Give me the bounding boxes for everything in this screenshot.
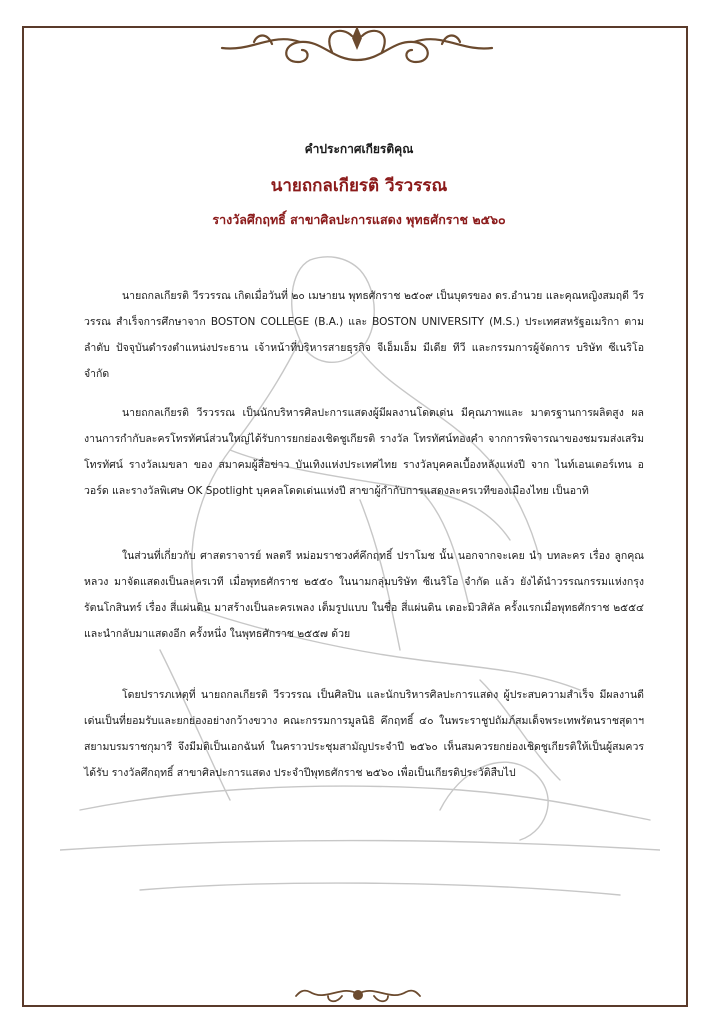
ornament-top-icon	[212, 22, 502, 72]
honoree-name: นายถกลเกียรติ วีรวรรณ	[270, 176, 448, 196]
award-title: รางวัลศึกฤทธิ์ สาขาศิลปะการแสดง พุทธศักราช ๒๕๖๐	[212, 212, 506, 227]
paragraph-award-resolution: โดยปรารภเหตุที่ นายถกลเกียรติ วีรวรรณ เป็นศิลปิน และนักบริหารศิลปะการแสดง ผู้ประสบความสำเร็จ มีผลงานดีเด่นเป็นที่ยอมรับและยกย่องอย่างกว้างขวาง คณะกรรมการมูลนิธิ คึกฤทธิ์ ๔๐ ในพระราชูปถัมภ์สมเด็จพระเทพรัตนราชสุดาฯ สยามบรมราชกุมารี จึงมีมติเป็นเอกฉันท์ ในคราวประชุมสามัญประจำปี ๒๕๖๐ เห็นสมควรยกย่องเชิดชูเกียรติให้เป็นผู้สมควรได้รับ รางวัลศึกฤทธิ์ สาขาศิลปะการแสดง ประจำปีพุทธศักราช ๒๕๖๐ เพื่อเป็นเกียรติประวัติสืบไป	[84, 689, 644, 779]
ornament-bottom-icon	[292, 980, 424, 1010]
paragraph-biography: นายถกลเกียรติ วีรวรรณ เกิดเมื่อวันที่ ๒๐ เมษายน พุทธศักราช ๒๕๐๙ เป็นบุตรของ ดร.อำนวย และคุณหญิงสมฤดี วีรวรรณ สำเร็จการศึกษาจาก BOSTON COLLEGE (B.A.) และ BOSTON UNIVERSITY (M.S.) ประเทศสหรัฐอเมริกา ตามลำดับ ปัจจุบันดำรงตำแหน่งประธาน เจ้าหน้าที่บริหารสายธุรกิจ จีเอ็มเอ็ม มีเดีย ทีวี และกรรมการผู้จัดการ บริษัท ซีเนริโอ จำกัด	[84, 290, 644, 380]
document-header: คำประกาศเกียรติคุณ	[304, 142, 414, 156]
paragraph-kukrit-works: ในส่วนที่เกี่ยวกับ ศาสตราจารย์ พลตรี หม่อมราชวงศ์คึกฤทธิ์ ปราโมช นั้น นอกจากจะเคย นำ บทละคร เรื่อง ลูกคุณหลวง มาจัดแสดงเป็นละครเวที เมื่อพุทธศักราช ๒๕๕๐ ในนามกลุ่มบริษัท ซีเนริโอ จำกัด แล้ว ยังได้นำวรรณกรรมแห่งกรุงรัตนโกสินทร์ เรื่อง สี่แผ่นดิน มาสร้างเป็นละครเพลง เต็มรูปแบบ ในชื่อ สี่แผ่นดิน เดอะมิวสิคัล ครั้งแรกเมื่อพุทธศักราช ๒๕๕๔ และนำกลับมาแสดงอีก ครั้งหนึ่ง ในพุทธศักราช ๒๕๕๗ ด้วย	[84, 550, 644, 640]
paragraph-achievements: นายถกลเกียรติ วีรวรรณ เป็นนักบริหารศิลปะการแสดงผู้มีผลงานโดดเด่น มีคุณภาพและ มาตรฐานการผลิตสูง ผลงานการกำกับละครโทรทัศน์ส่วนใหญ่ได้รับการยกย่องเชิดชูเกียรติ รางวัล โทรทัศน์ทองคำ จากการพิจารณาของชมรมส่งเสริมโทรทัศน์ รางวัลเมขลา ของ สมาคมผู้สื่อข่าว บันเทิงแห่งประเทศไทย รางวัลบุคคลเบื้องหลังแห่งปี จาก ไนท์เอนเตอร์เทน อวอร์ด และรางวัลพิเศษ OK Spotlight บุคคลโดดเด่นแห่งปี สาขาผู้กำกับการแสดงละครเวทีของเมืองไทย เป็นอาทิ	[84, 407, 644, 497]
